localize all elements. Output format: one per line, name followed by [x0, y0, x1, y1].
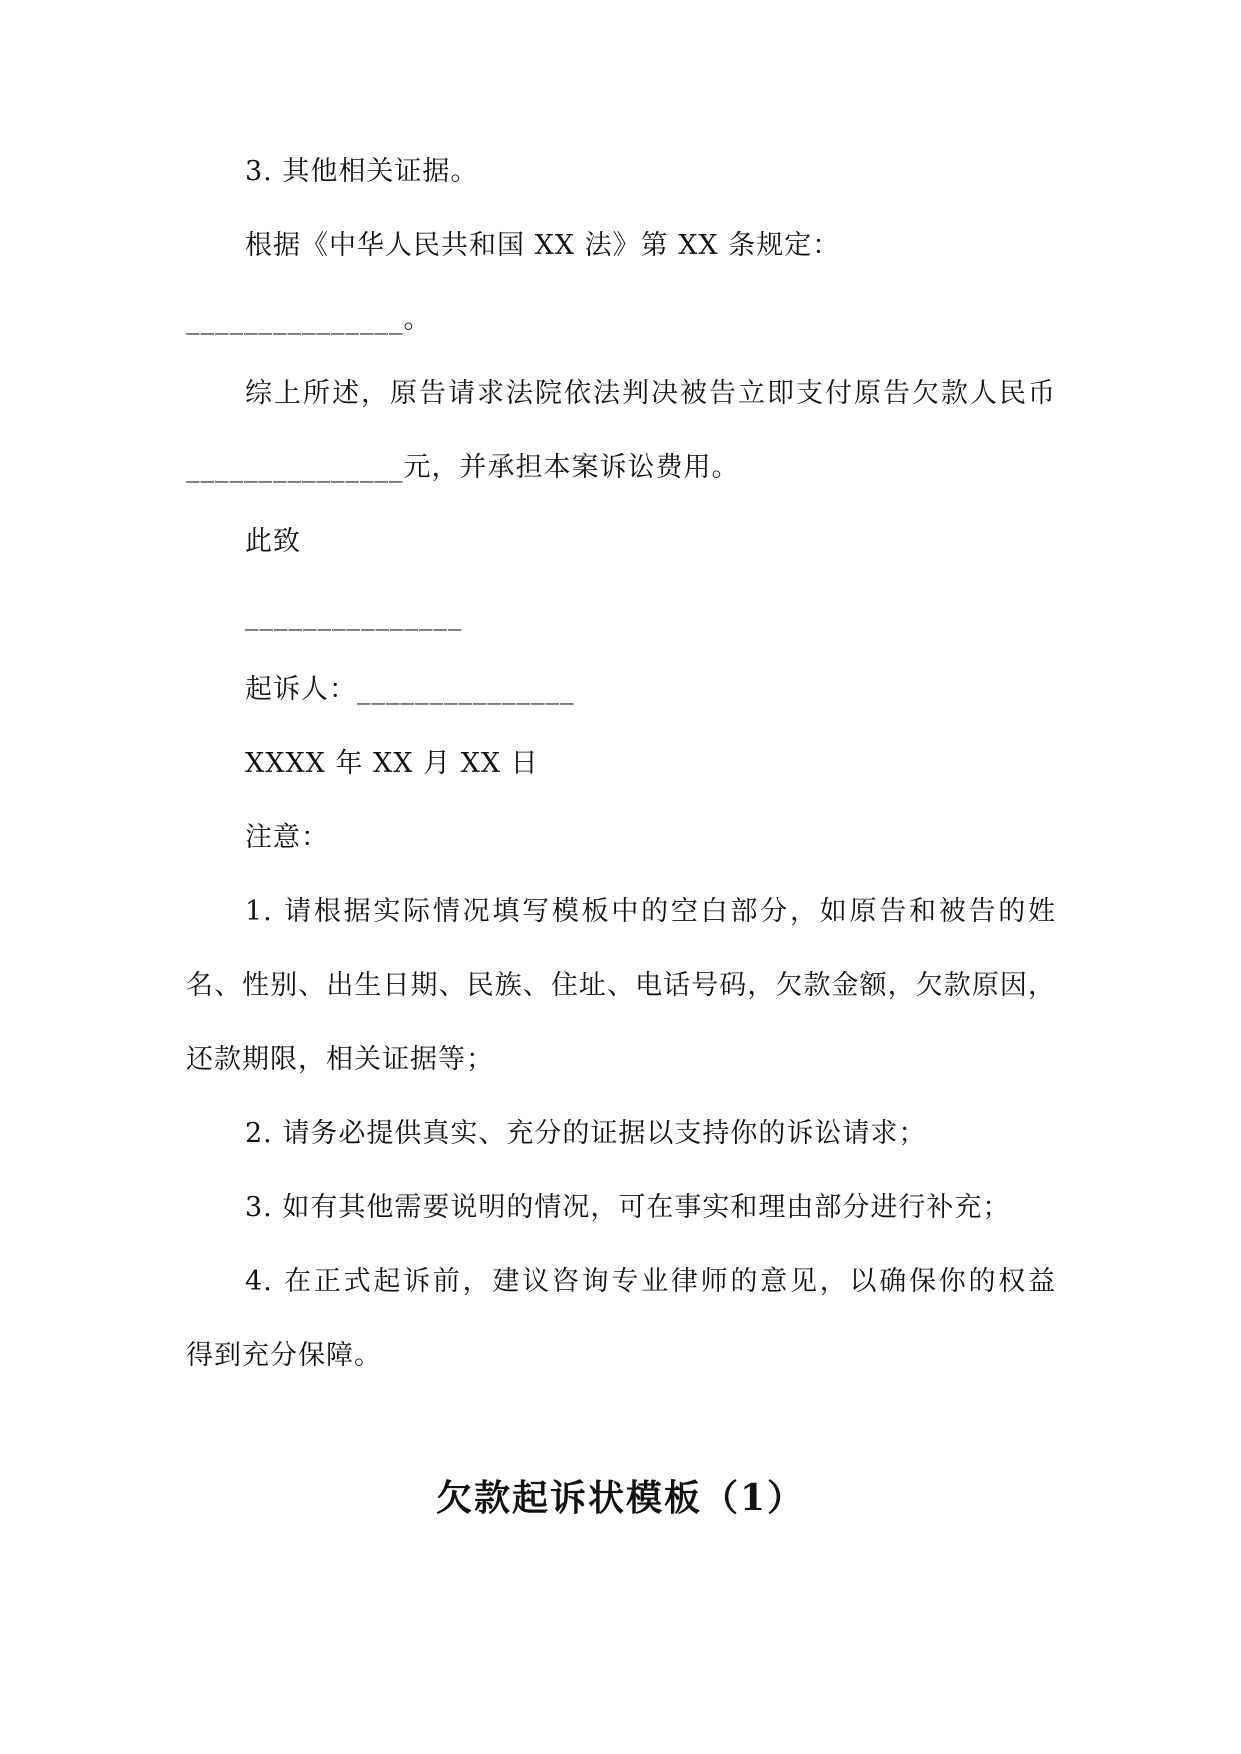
legal-basis-line: 根据《中华人民共和国 XX 法》第 XX 条规定： [245, 230, 841, 261]
note-4-line-1: 4. 在正式起诉前，建议咨询专业律师的意见，以确保你的权益 [245, 1266, 1056, 1297]
notes-heading: 注意： [245, 822, 329, 853]
conclusion-line-2: _______________元，并承担本案诉讼费用。 [186, 452, 740, 483]
legal-basis-blank: _______________。 [186, 304, 432, 335]
evidence-item-3: 3. 其他相关证据。 [245, 156, 479, 187]
note-2: 2. 请务必提供真实、充分的证据以支持你的诉讼请求； [245, 1118, 927, 1149]
note-1-line-2: 名、性别、出生日期、民族、住址、电话号码，欠款金额，欠款原因， [186, 970, 1056, 1001]
date-line: XXXX 年 XX 月 XX 日 [245, 748, 539, 779]
note-3: 3. 如有其他需要说明的情况，可在事实和理由部分进行补充； [245, 1192, 1011, 1223]
salutation: 此致 [245, 526, 301, 557]
note-4-line-2: 得到充分保障。 [186, 1340, 382, 1371]
section-title: 欠款起诉状模板（1） [435, 1477, 806, 1519]
plaintiff-signature-line: 起诉人：_______________ [245, 674, 575, 705]
note-1-line-3: 还款期限，相关证据等； [186, 1044, 494, 1075]
note-1-line-1: 1. 请根据实际情况填写模板中的空白部分，如原告和被告的姓 [245, 896, 1056, 927]
conclusion-line-1: 综上所述，原告请求法院依法判决被告立即支付原告欠款人民币 [245, 378, 1056, 409]
court-name-blank: _______________ [245, 600, 463, 631]
